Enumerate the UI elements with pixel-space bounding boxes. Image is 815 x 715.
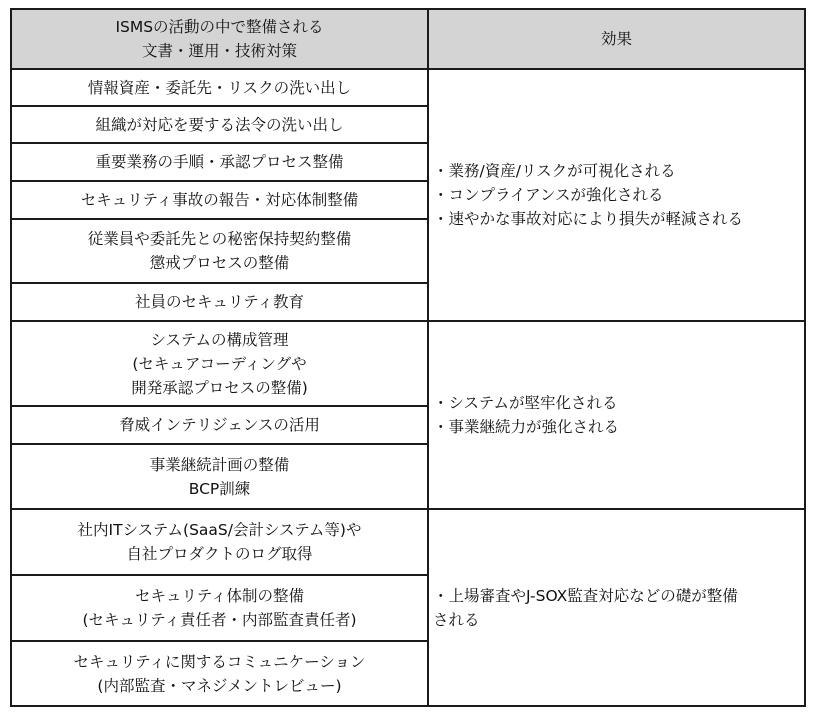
effect-line: ・システムが堅牢化される: [433, 394, 618, 412]
activity-cell: [11, 444, 428, 509]
activity-line: セキュリティ事故の報告・対応体制整備: [80, 191, 359, 209]
activity-line: 従業員や委託先との秘密保持契約整備: [87, 230, 352, 248]
activity-cell: [11, 321, 428, 406]
activity-cell: [11, 283, 428, 321]
activity-cell: [11, 69, 428, 106]
activity-line: 脅威インテリジェンスの活用: [119, 416, 320, 434]
effect-line: ・コンプライアンスが強化される: [433, 186, 664, 204]
isms-effects-table: [10, 8, 806, 707]
table-row: [11, 509, 805, 575]
activity-line: 社員のセキュリティ教育: [135, 293, 304, 311]
activity-line: 事業継続計画の整備: [149, 455, 290, 474]
effects-cell: [428, 321, 805, 509]
header-line: 文書・運用・技術対策: [141, 42, 297, 60]
activity-line: (セキュアコーディングや: [132, 354, 307, 373]
effects-cell: [428, 509, 805, 706]
activity-line: セキュリティに関するコミュニケーション: [73, 652, 366, 671]
effect-line: ・事業継続力が強化される: [433, 418, 620, 436]
activity-cell: [11, 181, 428, 219]
activity-line: 開発承認プロセスの整備): [131, 378, 308, 397]
activity-line: 情報資産・委託先・リスクの洗い出し: [87, 78, 352, 97]
activity-cell: [11, 575, 428, 641]
activity-cell: [11, 406, 428, 444]
activity-cell: [11, 219, 428, 283]
activity-cell: [11, 106, 428, 143]
activity-cell: [11, 641, 428, 706]
activity-cell: [11, 509, 428, 575]
effects-cell: [428, 69, 805, 321]
header-row: [11, 9, 805, 69]
activity-cell: [11, 143, 428, 181]
header-line: ISMSの活動の中で整備される: [115, 18, 324, 36]
activity-line: システムの構成管理: [150, 330, 289, 349]
activity-line: 社内ITシステム(SaaS/会計システム等)や: [77, 521, 362, 539]
effect-line: ・速やかな事故対応により損失が軽減される: [433, 210, 744, 228]
activity-line: (セキュリティ責任者・内部監査責任者): [82, 611, 357, 629]
table-row: [11, 321, 805, 406]
activity-line: 組織が対応を要する法令の洗い出し: [95, 115, 344, 134]
header-activities: [11, 9, 428, 69]
activity-line: (内部監査・マネジメントレビュー): [97, 676, 342, 695]
activity-line: 懲戒プロセスの整備: [149, 254, 290, 272]
effect-line: される: [433, 610, 480, 629]
activity-line: 重要業務の手順・承認プロセス整備: [95, 153, 344, 171]
header-effects: 効果: [428, 9, 805, 69]
table-row: [11, 69, 805, 106]
activity-line: BCP訓練: [188, 479, 251, 498]
activity-line: 自社プロダクトのログ取得: [126, 545, 313, 563]
effect-line: ・業務/資産/リスクが可視化される: [433, 162, 676, 180]
effect-line: ・上場審査やJ-SOX監査対応などの礎が整備: [433, 586, 738, 605]
activity-line: セキュリティ体制の整備: [135, 587, 304, 605]
